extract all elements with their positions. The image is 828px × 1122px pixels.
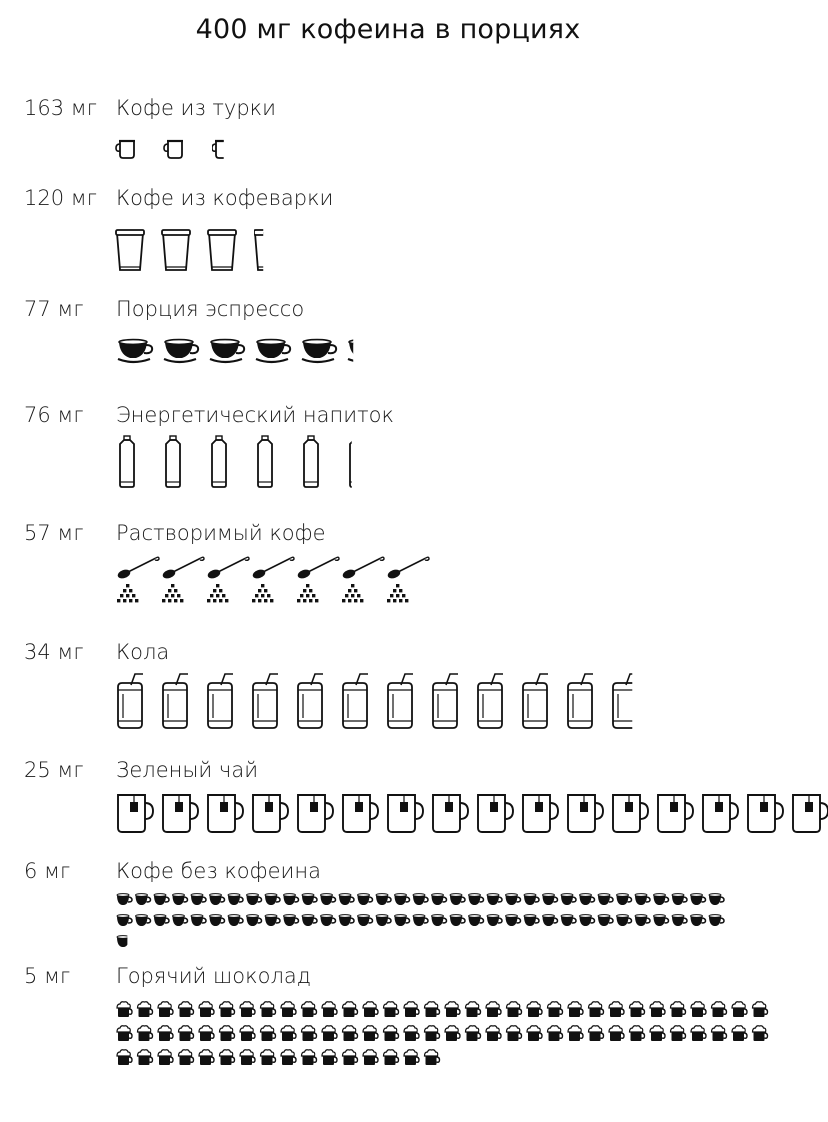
small-coffee-cup-icon [358, 915, 373, 926]
cocoa-cup-icon [527, 1002, 542, 1017]
instant-spoon-icon [297, 557, 339, 602]
tea-mug-icon [523, 795, 558, 832]
instant-spoon-icon [162, 557, 204, 602]
cocoa-cup-icon [671, 1002, 686, 1017]
cola-can-icon [568, 674, 593, 728]
paper-cup-icon [116, 230, 144, 270]
row-amount: 34 мг [24, 640, 84, 664]
cocoa-cup-icon [486, 1002, 501, 1017]
energy-can-icon [304, 436, 318, 487]
instant-spoon-icon [342, 557, 384, 602]
small-coffee-cup-icon [191, 915, 206, 926]
small-coffee-cup-icon [506, 915, 521, 926]
small-coffee-cup-icon [561, 915, 576, 926]
small-coffee-cup-icon [136, 915, 151, 926]
cocoa-cup-icon [302, 1026, 317, 1041]
small-coffee-cup-icon [543, 894, 558, 905]
cocoa-cup-icon [630, 1002, 645, 1017]
cola-can-icon [253, 674, 278, 728]
cola-can-icon [163, 674, 188, 728]
cocoa-cup-icon [261, 1050, 276, 1065]
tea-mug-icon [208, 795, 243, 832]
cocoa-cup-icon [117, 1026, 132, 1041]
tea-mug-icon [163, 795, 198, 832]
tea-mug-icon [433, 795, 468, 832]
small-coffee-cup-icon [247, 915, 262, 926]
small-coffee-cup-icon [395, 894, 410, 905]
cocoa-cup-icon [138, 1050, 153, 1065]
small-coffee-cup-icon [173, 915, 188, 926]
small-coffee-cup-icon [617, 894, 632, 905]
row-amount: 76 мг [24, 403, 84, 427]
espresso-cup-icon [302, 340, 336, 362]
tea-mug-icon [568, 795, 603, 832]
cocoa-cup-icon [548, 1002, 563, 1017]
cocoa-cup-icon [322, 1050, 337, 1065]
cocoa-cup-icon [220, 1026, 235, 1041]
cocoa-cup-icon [548, 1026, 563, 1041]
small-coffee-cup-icon [580, 894, 595, 905]
cocoa-cup-icon [425, 1026, 440, 1041]
tea-mug-icon [253, 795, 288, 832]
small-coffee-cup-icon [654, 894, 669, 905]
small-coffee-cup-icon [265, 894, 280, 905]
cocoa-cup-icon [609, 1026, 624, 1041]
instant-spoon-icon [207, 557, 249, 602]
cocoa-cup-icon [445, 1002, 460, 1017]
cocoa-cup-icon [343, 1050, 358, 1065]
small-coffee-cup-icon [598, 894, 613, 905]
cocoa-cup-icon [117, 1002, 132, 1017]
cocoa-cup-icon [220, 1050, 235, 1065]
cocoa-cup-icon [281, 1050, 296, 1065]
cocoa-cup-icon [384, 1026, 399, 1041]
small-coffee-cup-icon [339, 894, 354, 905]
espresso-cup-icon [210, 340, 244, 362]
small-coffee-cup-icon [709, 894, 724, 905]
small-coffee-cup-icon [506, 894, 521, 905]
cocoa-cup-icon [363, 1002, 378, 1017]
row-amount: 5 мг [24, 964, 71, 988]
small-coffee-cup-icon [117, 915, 132, 926]
small-coffee-cup-icon [672, 915, 687, 926]
cocoa-cup-icon [712, 1026, 727, 1041]
cocoa-cup-icon [220, 1002, 235, 1017]
cola-can-icon [118, 674, 143, 728]
row-amount: 6 мг [24, 859, 71, 883]
tea-mug-icon [748, 795, 783, 832]
small-coffee-cup-icon [339, 915, 354, 926]
small-coffee-cup-icon [302, 915, 317, 926]
energy-can-icon [120, 436, 134, 487]
cocoa-cup-icon [425, 1002, 440, 1017]
cocoa-cup-icon [179, 1002, 194, 1017]
tea-mug-icon [298, 795, 333, 832]
paper-cup-icon [254, 230, 282, 270]
row-label: Порция эспрессо [116, 297, 305, 321]
small-coffee-cup-icon [413, 915, 428, 926]
row-label: Горячий шоколад [116, 964, 311, 988]
energy-can-icon [212, 436, 226, 487]
small-coffee-cup-icon [598, 915, 613, 926]
small-coffee-cup-icon [302, 894, 317, 905]
cocoa-cup-icon [343, 1002, 358, 1017]
cocoa-cup-icon [671, 1026, 686, 1041]
small-coffee-cup-icon [413, 894, 428, 905]
small-coffee-cup-icon [450, 894, 465, 905]
small-coffee-cup-icon [321, 915, 336, 926]
cocoa-cup-icon [712, 1002, 727, 1017]
energy-can-icon [350, 436, 364, 487]
small-coffee-cup-icon [691, 915, 706, 926]
small-coffee-cup-icon [469, 894, 484, 905]
tea-mug-icon [658, 795, 693, 832]
espresso-cup-icon [348, 340, 382, 362]
cocoa-cup-icon [527, 1026, 542, 1041]
small-coffee-cup-icon [358, 894, 373, 905]
cocoa-cup-icon [568, 1002, 583, 1017]
tea-mug-icon [793, 795, 828, 832]
row-amount: 120 мг [24, 186, 97, 210]
cocoa-cup-icon [732, 1026, 747, 1041]
small-coffee-cup-icon [284, 894, 299, 905]
row-label: Энергетический напиток [116, 403, 394, 427]
small-coffee-cup-icon [154, 915, 169, 926]
tea-mug-icon [703, 795, 738, 832]
small-coffee-cup-icon [395, 915, 410, 926]
small-coffee-cup-icon [376, 894, 391, 905]
small-coffee-cup-icon [617, 915, 632, 926]
espresso-cup-icon [256, 340, 290, 362]
row-amount: 57 мг [24, 521, 84, 545]
cocoa-cup-icon [507, 1026, 522, 1041]
small-coffee-cup-icon [210, 915, 225, 926]
row-label: Зеленый чай [116, 758, 259, 782]
cocoa-cup-icon [363, 1050, 378, 1065]
cocoa-cup-icon [302, 1002, 317, 1017]
cocoa-cup-icon [732, 1002, 747, 1017]
cocoa-cup-icon [568, 1026, 583, 1041]
cocoa-cup-icon [240, 1050, 255, 1065]
cocoa-cup-icon [179, 1050, 194, 1065]
small-coffee-cup-icon [580, 915, 595, 926]
turkish-cup-icon [212, 141, 231, 158]
paper-cup-icon [162, 230, 190, 270]
small-coffee-cup-icon [469, 915, 484, 926]
cocoa-cup-icon [158, 1002, 173, 1017]
tea-mug-icon [343, 795, 378, 832]
cocoa-cup-icon [650, 1026, 665, 1041]
cola-can-icon [208, 674, 233, 728]
cocoa-cup-icon [138, 1026, 153, 1041]
cocoa-cup-icon [138, 1002, 153, 1017]
cocoa-cup-icon [199, 1050, 214, 1065]
row-label: Кофе без кофеина [116, 859, 321, 883]
small-coffee-cup-icon [654, 915, 669, 926]
cocoa-cup-icon [404, 1002, 419, 1017]
tea-mug-icon [118, 795, 153, 832]
small-coffee-cup-icon [524, 894, 539, 905]
cocoa-cup-icon [691, 1002, 706, 1017]
turkish-cup-icon [164, 141, 183, 158]
cocoa-cup-icon [281, 1026, 296, 1041]
small-coffee-cup-icon [228, 915, 243, 926]
cocoa-cup-icon [199, 1002, 214, 1017]
cocoa-cup-icon [425, 1050, 440, 1065]
small-coffee-cup-icon [191, 894, 206, 905]
cocoa-cup-icon [404, 1050, 419, 1065]
small-coffee-cup-icon [321, 894, 336, 905]
cola-can-icon [298, 674, 323, 728]
small-coffee-cup-icon [117, 936, 132, 947]
small-coffee-cup-icon [376, 915, 391, 926]
cocoa-cup-icon [199, 1026, 214, 1041]
cocoa-cup-icon [630, 1026, 645, 1041]
cocoa-cup-icon [117, 1050, 132, 1065]
cocoa-cup-icon [753, 1026, 768, 1041]
cola-can-icon [388, 674, 413, 728]
small-coffee-cup-icon [284, 915, 299, 926]
turkish-cup-icon [116, 141, 135, 158]
cola-can-icon [343, 674, 368, 728]
cocoa-cup-icon [261, 1002, 276, 1017]
cocoa-cup-icon [609, 1002, 624, 1017]
cocoa-cup-icon [281, 1002, 296, 1017]
chart-title: 400 мг кофеина в порциях [195, 14, 581, 45]
small-coffee-cup-icon [561, 894, 576, 905]
cocoa-cup-icon [240, 1026, 255, 1041]
cocoa-cup-icon [445, 1026, 460, 1041]
cocoa-cup-icon [158, 1026, 173, 1041]
cocoa-cup-icon [158, 1050, 173, 1065]
cocoa-cup-icon [261, 1026, 276, 1041]
cocoa-cup-icon [753, 1002, 768, 1017]
row-amount: 163 мг [24, 96, 97, 120]
small-coffee-cup-icon [524, 915, 539, 926]
instant-spoon-icon [252, 557, 294, 602]
cocoa-cup-icon [486, 1026, 501, 1041]
row-amount: 77 мг [24, 297, 84, 321]
espresso-cup-icon [164, 340, 198, 362]
small-coffee-cup-icon [247, 894, 262, 905]
cocoa-cup-icon [466, 1002, 481, 1017]
energy-can-icon [166, 436, 180, 487]
small-coffee-cup-icon [543, 915, 558, 926]
small-coffee-cup-icon [635, 894, 650, 905]
cocoa-cup-icon [384, 1002, 399, 1017]
small-coffee-cup-icon [136, 894, 151, 905]
instant-spoon-icon [117, 557, 159, 602]
cocoa-cup-icon [691, 1026, 706, 1041]
small-coffee-cup-icon [709, 915, 724, 926]
instant-spoon-icon [387, 557, 429, 602]
cola-can-icon [433, 674, 458, 728]
tea-mug-icon [478, 795, 513, 832]
small-coffee-cup-icon [154, 894, 169, 905]
cocoa-cup-icon [363, 1026, 378, 1041]
cocoa-cup-icon [384, 1050, 399, 1065]
small-coffee-cup-icon [487, 915, 502, 926]
small-coffee-cup-icon [173, 894, 188, 905]
small-coffee-cup-icon [228, 894, 243, 905]
cocoa-cup-icon [589, 1002, 604, 1017]
tea-mug-icon [613, 795, 648, 832]
cocoa-cup-icon [404, 1026, 419, 1041]
small-coffee-cup-icon [432, 894, 447, 905]
cola-can-icon [523, 674, 548, 728]
paper-cup-icon [208, 230, 236, 270]
row-label: Кола [116, 640, 170, 664]
small-coffee-cup-icon [691, 894, 706, 905]
row-label: Кофе из кофеварки [116, 186, 334, 210]
small-coffee-cup-icon [210, 894, 225, 905]
cola-can-icon [478, 674, 503, 728]
small-coffee-cup-icon [487, 894, 502, 905]
row-label: Растворимый кофе [116, 521, 326, 545]
small-coffee-cup-icon [265, 915, 280, 926]
small-coffee-cup-icon [635, 915, 650, 926]
tea-mug-icon [388, 795, 423, 832]
small-coffee-cup-icon [432, 915, 447, 926]
small-coffee-cup-icon [672, 894, 687, 905]
cocoa-cup-icon [466, 1026, 481, 1041]
espresso-cup-icon [118, 340, 152, 362]
energy-can-icon [258, 436, 272, 487]
small-coffee-cup-icon [117, 894, 132, 905]
cola-can-icon [613, 674, 638, 728]
row-amount: 25 мг [24, 758, 84, 782]
small-coffee-cup-icon [450, 915, 465, 926]
row-label: Кофе из турки [116, 96, 276, 120]
cocoa-cup-icon [650, 1002, 665, 1017]
cocoa-cup-icon [322, 1026, 337, 1041]
cocoa-cup-icon [343, 1026, 358, 1041]
cocoa-cup-icon [240, 1002, 255, 1017]
cocoa-cup-icon [179, 1026, 194, 1041]
cocoa-cup-icon [589, 1026, 604, 1041]
cocoa-cup-icon [302, 1050, 317, 1065]
cocoa-cup-icon [322, 1002, 337, 1017]
cocoa-cup-icon [507, 1002, 522, 1017]
